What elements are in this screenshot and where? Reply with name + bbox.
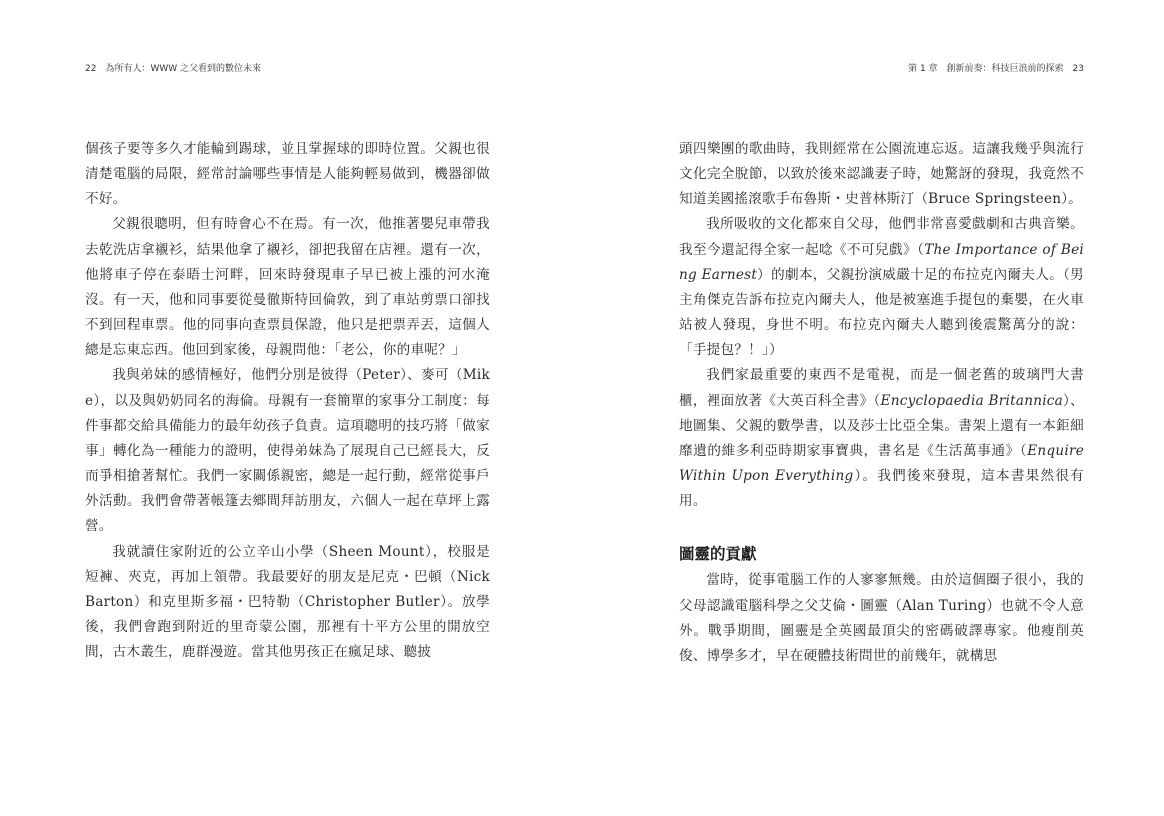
right-page-body: [679, 137, 1084, 669]
left-page: [85, 0, 490, 816]
left-page-body: [85, 137, 490, 665]
section-heading: 圖靈的貢獻: [679, 545, 757, 564]
book-title-header: 為所有人：WWW 之父看到的數位未來: [105, 64, 262, 74]
right-page: [679, 0, 1084, 816]
paragraph-text: ）、地圖集、父親的數學書，以及莎士比亞全集。書架上還有一本鉅細靡遺的維多利亞時期家事寶典，書名是《生活萬事通》（: [679, 392, 1084, 459]
running-head-right: [679, 61, 1084, 74]
paragraph-text: ）。我們後來發現，這本書果然很有用。: [679, 468, 1084, 510]
paragraph-text: ）的劇本，父親扮演威嚴十足的布拉克內爾夫人。（男主角傑克告訴布拉克內爾夫人，他是被塞進手提包的棄嬰，在火車站被人發現，身世不明。布拉克內爾夫人聽到後震驚萬分的說：「手提包？！」）: [679, 266, 1084, 359]
paragraph: 我與弟妹的感情極好，他們分別是彼得（Peter）、麥可（Mike），以及與奶奶同名的海倫。母親有一套簡單的家事分工制度：每件事都交給具備能力的最年幼孩子負責。這項聰明的技巧將「做家事」轉化為一種能力的證明，使得弟妹為了展現自己已經長大，反而爭相搶著幫忙。我們一家關係親密，總是一起行動，經常從事戶外活動。我們會帶著帳篷去鄉間拜訪朋友，六個人一起在草坪上露營。: [85, 367, 490, 535]
paragraph: 當時，從事電腦工作的人寥寥無幾。由於這個圈子很小，我的父母認識電腦科學之父艾倫・圖靈（Alan Turing）也就不令人意外。戰爭期間，圖靈是全英國最頂尖的密碼破譯專家。他瘦削英俊、博學多才，早在硬體技術問世的前幾年，就構思: [679, 572, 1084, 664]
italic-book-title: The Importance of Being Earnest: [679, 241, 1084, 283]
paragraph-text: 我所吸收的文化都來自父母，他們非常喜愛戲劇和古典音樂。我至今還記得全家一起唸《不可兒戲》（: [679, 216, 1084, 258]
paragraph: 父親很聰明，但有時會心不在焉。有一次，他推著嬰兒車帶我去乾洗店拿襯衫，結果他拿了襯衫，卻把我留在店裡。還有一次，他將車子停在泰晤士河畔，回來時發現車子早已被上漲的河水淹沒。有一天，他和同事要從曼徹斯特回倫敦，到了車站剪票口卻找不到回程車票。他的同事向查票員保證，他只是把票弄丟，這個人總是忘東忘西。他回到家後，母親問他：「老公，你的車呢？」: [85, 216, 490, 359]
paragraph: [679, 363, 1084, 514]
running-head-left: [85, 61, 490, 74]
page-number-right: 23: [1072, 64, 1084, 74]
paragraph: 頭四樂團的歌曲時，我則經常在公園流連忘返。這讓我幾乎與流行文化完全脫節，以致於後來認識妻子時，她驚訝的發現，我竟然不知道美國搖滾歌手布魯斯・史普林斯汀（Bruce Springsteen）。: [679, 141, 1084, 208]
paragraph: [679, 212, 1084, 363]
page-number-left: 22: [85, 64, 97, 74]
paragraph: 個孩子要等多久才能輪到踢球，並且掌握球的即時位置。父親也很清楚電腦的局限，經常討論哪些事情是人能夠輕易做到，機器卻做不好。: [85, 141, 490, 208]
chapter-title-header: 第 1 章 創新前奏：科技巨浪前的探索: [908, 64, 1064, 74]
italic-book-title: Encyclopaedia Britannica: [880, 392, 1064, 409]
paragraph-text: 我們家最重要的東西不是電視，而是一個老舊的玻璃門大書櫃，裡面放著《大英百科全書》（: [679, 367, 1084, 409]
paragraph: 我就讀住家附近的公立辛山小學（Sheen Mount），校服是短褲、夾克，再加上領帶。我最要好的朋友是尼克・巴頓（Nick Barton）和克里斯多福・巴特勒（Christopher Butler）。放學後，我們會跑到附近的里奇蒙公園，那裡有十平方公里的開放空間，古木叢生，鹿群漫遊。當其他男孩正在瘋足球、聽披: [85, 543, 490, 661]
italic-book-title: Enquire Within Upon Everything: [679, 442, 1084, 485]
